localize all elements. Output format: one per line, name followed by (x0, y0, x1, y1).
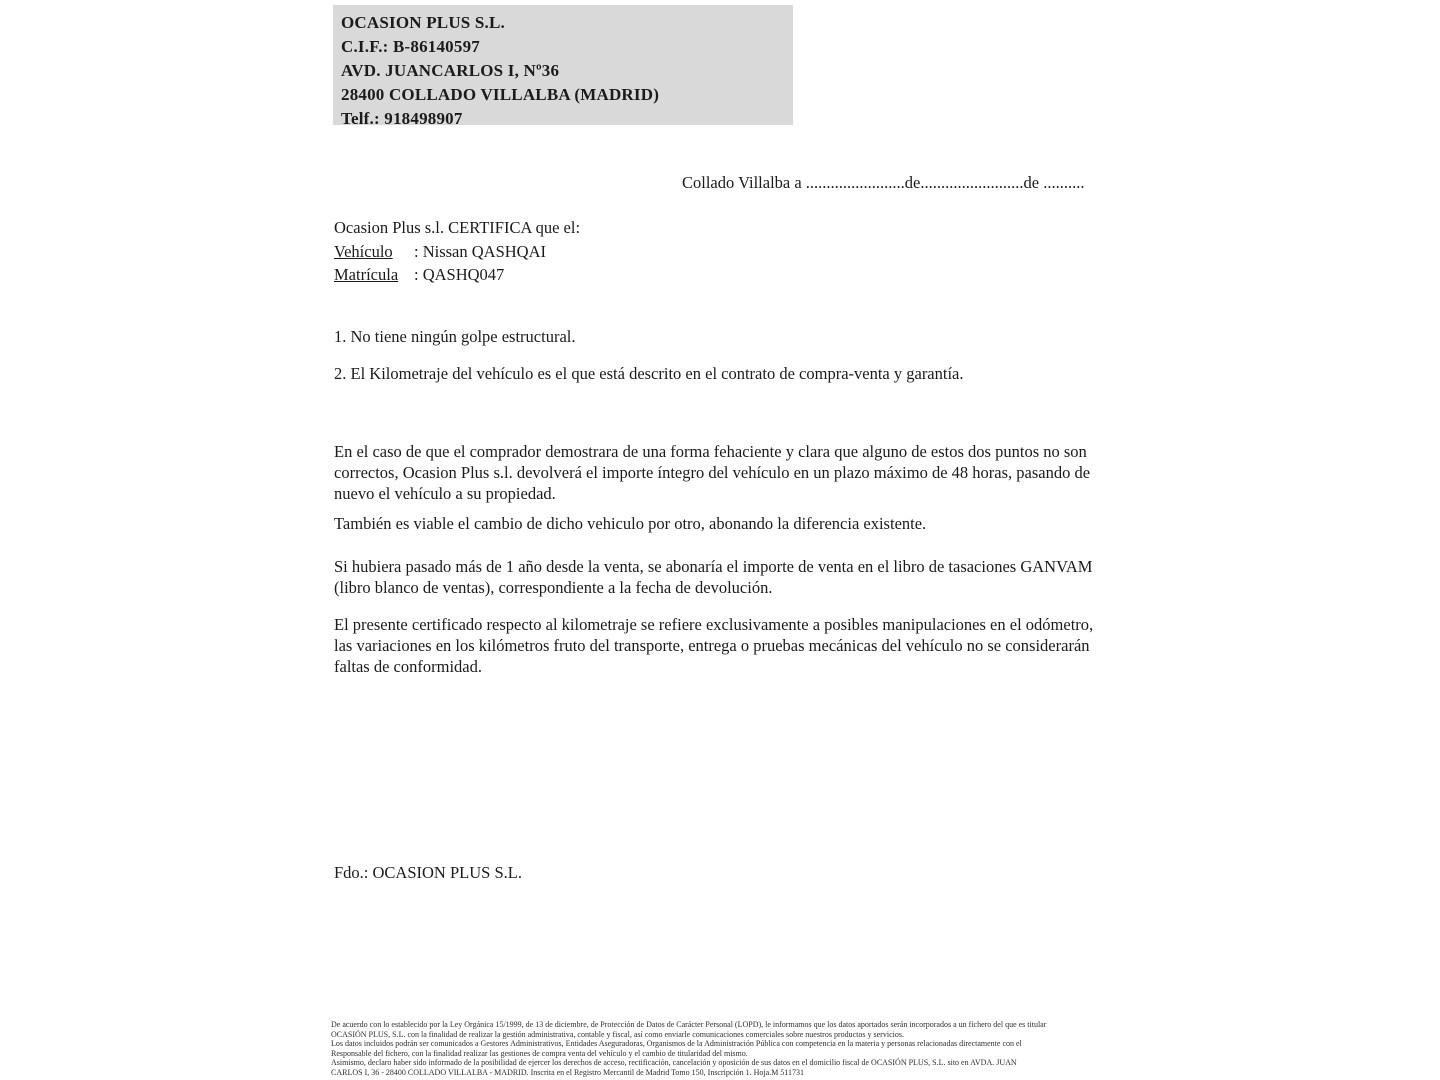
company-name: OCASION PLUS S.L. (341, 13, 505, 32)
numbered-item-1: 1. No tiene ningún golpe estructural. (334, 327, 576, 346)
company-address: AVD. JUANCARLOS I, Nº36 (341, 61, 560, 80)
legal-line-4: Responsable del fichero, con la finalidad realizar las gestiones de compra venta del vehículo y el cambio de titularidad del mismo. (331, 1048, 748, 1058)
legal-line-6: CARLOS I, 36 - 28400 COLLADO VILLALBA - MADRID. Inscrita en el Registro Mercantil de Madrid Tomo 150, Inscripción 1. Hoja.M 511731 (331, 1067, 805, 1077)
legal-line-3: Los datos incluidos podrán ser comunicados a Gestores Administrativos, Entidades Aseguradoras, Organismos de la Administración Pública con competencia en la materia y personas relacionadas directamente con el (331, 1039, 1022, 1049)
plate-label: Matrícula (334, 265, 399, 284)
paragraph-refund-terms: En el caso de que el comprador demostrara de una forma fehaciente y clara que alguno de estos dos puntos no son correctos, Ocasion Plus s.l. devolverá el importe íntegro del vehículo en un plazo máximo de 48 horas, pasando de nuevo el vehículo a su propiedad. (334, 442, 1091, 503)
vehicle-label: Vehículo (334, 241, 393, 261)
legal-fine-print (331, 1020, 1131, 1078)
numbered-item-2: 2. El Kilometraje del vehículo es el que está descrito en el contrato de compra-venta y garantía. (334, 364, 964, 383)
legal-line-1: De acuerdo con lo establecido por la Ley Orgánica 15/1999, de 13 de diciembre, de Protección de Datos de Carácter Personal (LOPD), le informamos que los datos aportados serán incorporados a un fichero del que es titular (331, 1020, 1047, 1029)
certifies-intro: Ocasion Plus s.l. CERTIFICA que el: (334, 218, 581, 237)
paragraph-odometer-disclaimer: El presente certificado respecto al kilometraje se refiere exclusivamente a posibles manipulaciones en el odómetro, las variaciones en los kilómetros fruto del transporte, entrega o pruebas mecánicas del vehículo no se considerarán faltas de conformidad. (334, 615, 1094, 676)
company-city: 28400 COLLADO VILLALBA (MADRID) (341, 85, 660, 104)
company-phone: Telf.: 918498907 (341, 109, 463, 128)
certification-block (334, 216, 580, 287)
vehicle-value: : Nissan QASHQAI (414, 241, 546, 261)
paragraph-exchange-option: También es viable el cambio de dicho vehiculo por otro, abonando la diferencia existente. (334, 514, 927, 533)
signature-line: Fdo.: OCASION PLUS S.L. (334, 863, 522, 882)
date-line: Collado Villalba a ........................de.........................de .......... (682, 173, 1085, 192)
company-cif: C.I.F.: B-86140597 (341, 37, 480, 56)
company-header-block (333, 5, 793, 128)
paragraph-ganvam: Si hubiera pasado más de 1 año desde la venta, se abonaría el importe de venta en el libro de tasaciones GANVAM (libro blanco de ventas), correspondiente a la fecha de devolución. (334, 557, 1093, 597)
vehicle-row (334, 240, 580, 264)
plate-row (334, 263, 580, 287)
plate-value: : QASHQ047 (414, 265, 505, 284)
legal-line-2: OCASIÓN PLUS, S.L. con la finalidad de realizar la gestión administrativa, contable y fiscal, así como enviarle comunicaciones comerciales sobre nuestros productos y servicios. (331, 1029, 904, 1039)
legal-line-5: Asimismo, declaro haber sido informado de la posibilidad de ejercer los derechos de acceso, rectificación, cancelación y oposición de sus datos en el domicilio fiscal de OCASIÓN PLUS, S.L. sito en AVDA. JUAN (331, 1058, 1017, 1068)
